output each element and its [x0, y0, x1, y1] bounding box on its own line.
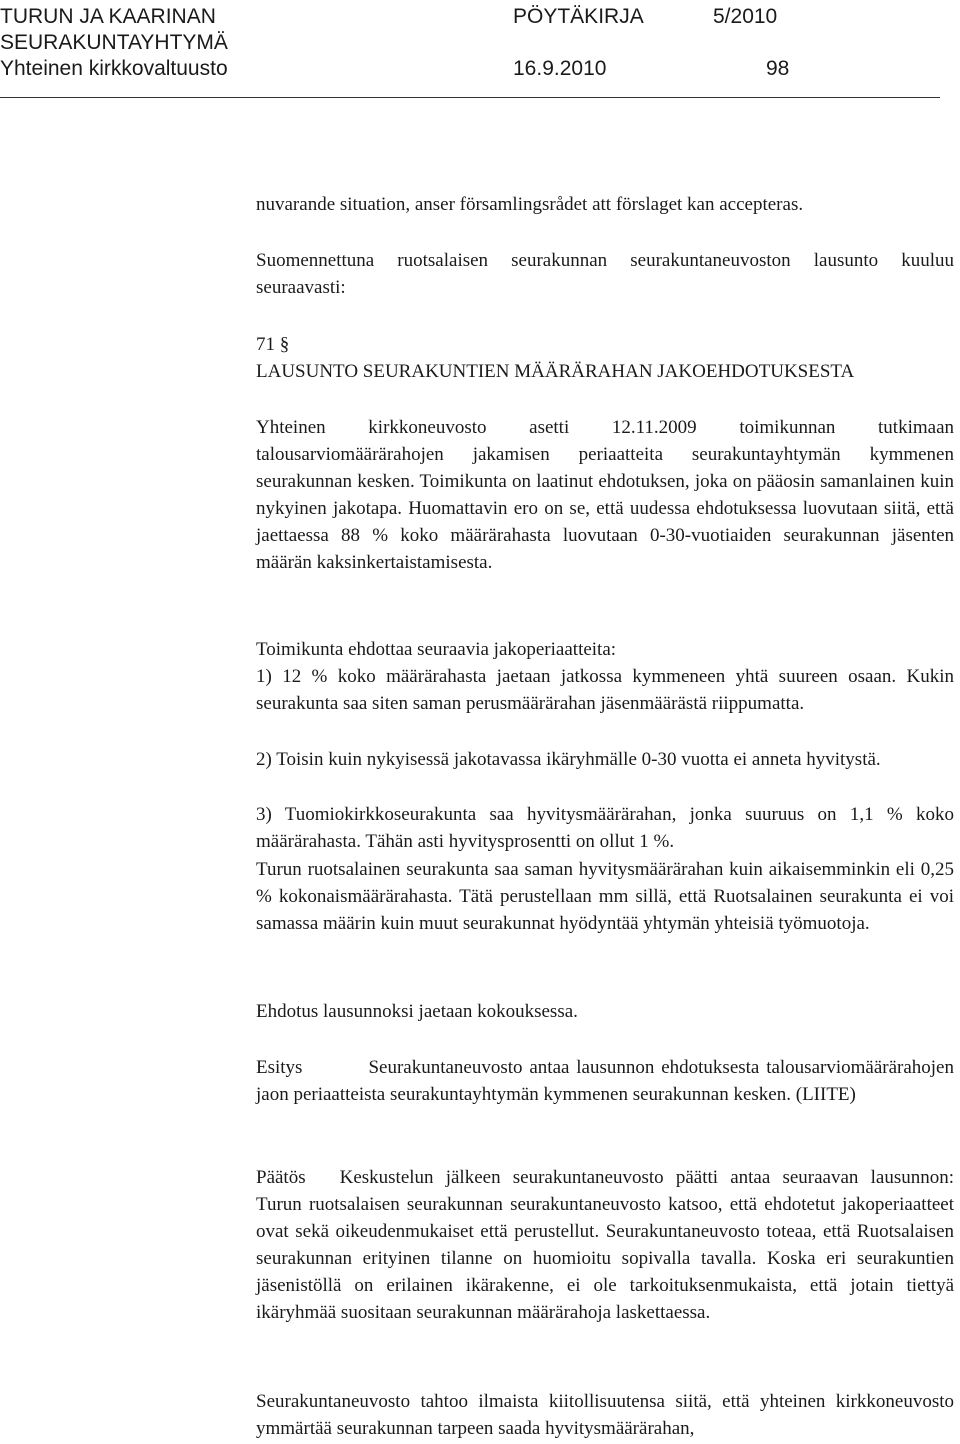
proposal-section — [256, 1054, 954, 1108]
organization-name-line2: SEURAKUNTAYHTYMÄ — [0, 31, 228, 54]
organization-name-line1: TURUN JA KAARINAN — [0, 5, 216, 28]
list-item-1: 1) 12 % koko määrärahasta jaetaan jatkossa kymmeneen yhtä suureen osaan. Kukin seurakunta saa siten saman perusmäärärahan jäsenmäärästä riippumatta. — [256, 666, 954, 714]
proposal-label: Esitys — [256, 1057, 303, 1078]
paragraph-gratitude: Seurakuntaneuvosto tahtoo ilmaista kiitollisuutensa siitä, että yhteinen kirkkoneuvosto ymmärtää seurakunnan tarpeen saada hyvitysmäärärahan, — [256, 1391, 954, 1439]
decision-label: Päätös — [256, 1167, 306, 1188]
meeting-date: 16.9.2010 — [513, 57, 607, 80]
header-divider — [0, 97, 940, 98]
proposal-text: Seurakuntaneuvosto antaa lausunnon ehdotuksesta talousarviomäärärahojen jaon periaatteista seurakuntayhtymän kymmenen seurakunnan kesken. (LIITE) — [256, 1057, 954, 1105]
paragraph-background: Yhteinen kirkkoneuvosto asetti 12.11.2009 toimikunnan tutkimaan talousarviomäärärahojen jakamisen periaatteita seurakuntayhtymän kymmenen seurakunnan kesken. Toimikunta on laatinut ehdotuksen, joka on pääosin samanlainen kuin nykyinen jakotapa. Huomattavin ero on se, että uudessa ehdotuksessa luovutaan siitä, että jaettaessa 88 % koko määrärahasta luovutaan 0-30-vuotiaiden seurakunnan jäsenten määrän kaksinkertaistamisesta. — [256, 417, 954, 573]
page-number: 98 — [766, 57, 790, 80]
document-type: PÖYTÄKIRJA — [513, 5, 644, 28]
paragraph-principles-intro: Toimikunta ehdottaa seuraavia jakoperiaatteita: — [256, 639, 617, 660]
paragraph-proposal-distributed: Ehdotus lausunnoksi jaetaan kokouksessa. — [256, 1001, 578, 1022]
list-item-3: 3) Tuomiokirkkoseurakunta saa hyvitysmäärärahan, jonka suuruus on 1,1 % koko määrärahasta. Tähän asti hyvitysprosentti on ollut 1 %. — [256, 804, 954, 852]
decision-section — [256, 1164, 954, 1326]
section-number: 71 § — [256, 334, 290, 355]
paragraph-continuation: nuvarande situation, anser församlingsrådet att förslaget kan accepteras. — [256, 194, 804, 215]
list-item-2: 2) Toisin kuin nykyisessä jakotavassa ikäryhmälle 0-30 vuotta ei anneta hyvitystä. — [256, 749, 881, 770]
decision-text: Keskustelun jälkeen seurakuntaneuvosto päätti antaa seuraavan lausunnon: Turun ruotsalaisen seurakunnan seurakuntaneuvosto katsoo, että ehdotetut jakoperiaatteet ovat sekä oikeudenmukaiset että perustellut. Seurakuntaneuvosto toteaa, että Ruotsalaisen seurakunnan erityinen tilanne on huomioitu sopivalla tavalla. Koska eri seurakuntien jäsenistöllä on erilainen ikärakenne, ei ole tarkoituksenmukaista, että jotain tiettyä ikäryhmää suositaan seurakunnan määrärahoja laskettaessa. — [256, 1167, 954, 1323]
body-name: Yhteinen kirkkovaltuusto — [0, 57, 228, 80]
paragraph-swedish-parish: Turun ruotsalainen seurakunta saa saman hyvitysmäärärahan kuin aikaisemminkin eli 0,25 % kokonaismäärärahasta. Tätä perustellaan mm sillä, että Ruotsalainen seurakunta ei voi samassa määrin kuin muut seurakunnat hyödyntää yhtymän yhteisiä työmuotoja. — [256, 859, 954, 934]
paragraph-translation-note: Suomennettuna ruotsalaisen seurakunnan seurakuntaneuvoston lausunto kuuluu seuraavasti: — [256, 250, 954, 298]
section-title: LAUSUNTO SEURAKUNTIEN MÄÄRÄRAHAN JAKOEHDOTUKSESTA — [256, 361, 855, 382]
document-number: 5/2010 — [713, 5, 778, 28]
